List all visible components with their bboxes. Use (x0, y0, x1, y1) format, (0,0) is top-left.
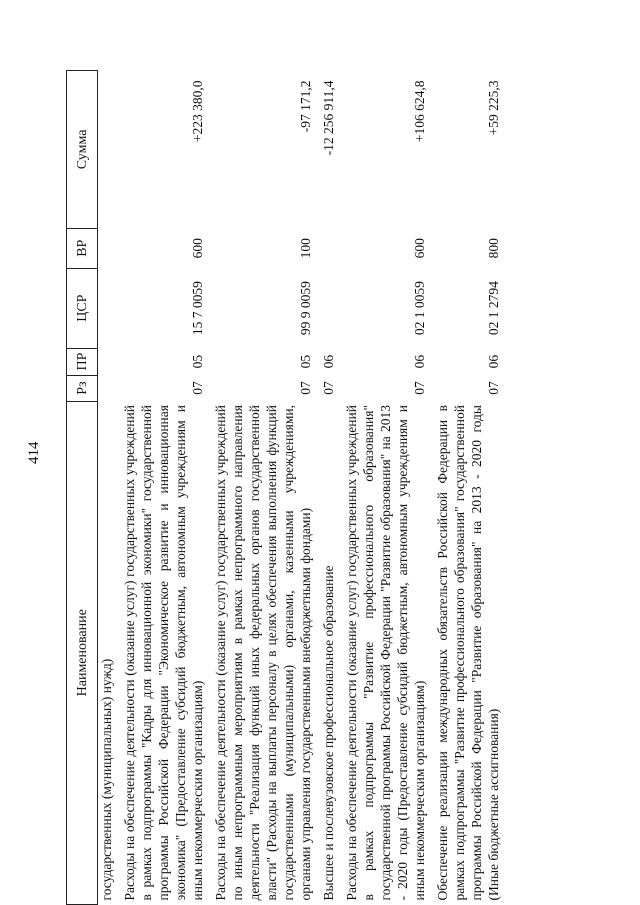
budget-table (66, 70, 504, 905)
table-row (430, 71, 504, 905)
header-sum: Сумма (67, 71, 98, 229)
header-name: Наименование (67, 401, 98, 904)
row-rz (98, 375, 118, 401)
row-vr (316, 228, 339, 268)
row-vr: 600 (190, 238, 205, 259)
row-name: Расходы на обеспечение деятельности (оказание услуг) государственных учреждений в рамках подпрограммы "Кадры для инновационной экономики" государственной программы Российской Федерации "Экономическое развитие и инновационная экономика" (Предоставление субсидий бюджетным, автономным учреждениям и иным некоммерческим организациям) (122, 405, 205, 901)
row-csr: 02 1 2794 (486, 281, 501, 336)
row-rz: 07 (321, 381, 336, 395)
row-csr (316, 268, 339, 348)
row-csr: 02 1 0059 (412, 281, 427, 336)
row-name: Высшее и послевузовское профессиональное образование (321, 565, 336, 901)
table-header-row (67, 71, 98, 905)
row-vr: 600 (412, 238, 427, 259)
table-row (316, 71, 339, 905)
row-csr: 15 7 0059 (190, 281, 205, 336)
header-pr: ПР (67, 348, 98, 375)
table-row (98, 71, 118, 905)
table-row (339, 71, 430, 905)
row-rz: 07 (190, 381, 205, 395)
row-name: Расходы на обеспечение деятельности (оказание услуг) государственных учреждений в рамках подпрограммы "Развитие профессионального образования" государственной программы Российской Федерации "Развитие образования" на 2013 - 2020 годы (Предоставление субсидий бюджетным, автономным учреждениям и иным некоммерческим организациям) (344, 405, 427, 901)
row-rz: 07 (486, 381, 501, 395)
row-sum: -97 171,2 (298, 80, 313, 133)
row-csr (98, 268, 118, 348)
row-sum (98, 71, 118, 229)
row-rz: 07 (412, 381, 427, 395)
row-name: Расходы на обеспечение деятельности (оказание услуг) государственных учреждений по иным непрограммным мероприятиям в рамках непрограммного направления деятельности "Реализация функций иных федеральных органов государственной власти" (Расходы на выплаты персоналу в целях обеспечения выполнения функций государственными (муниципальными) органами, казенными учреждениями, органами управления государственными внебюджетными фондами) (213, 405, 313, 901)
row-vr: 100 (298, 238, 313, 259)
header-vr: ВР (67, 228, 98, 268)
row-pr: 06 (321, 354, 336, 369)
row-sum: +106 624,8 (412, 80, 427, 143)
table-row (117, 71, 208, 905)
header-rz: Рз (67, 375, 98, 401)
header-csr: ЦСР (67, 268, 98, 348)
row-csr: 99 9 0059 (298, 281, 313, 336)
row-name: Обеспечение реализации международных обязательств Российской Федерации в рамках подпрограммы "Развитие профессионального образования" государственной программы Российской Федерации "Развитие образования" на 2013 - 2020 годы (Иные бюджетные ассигнования) (435, 405, 501, 901)
row-rz: 07 (298, 381, 313, 395)
row-vr: 800 (486, 238, 501, 259)
row-pr: 06 (486, 354, 501, 369)
page-number: 414 (26, 441, 42, 464)
row-sum: -12 256 911,4 (321, 80, 336, 156)
row-name: государственных (муниципальных) нужд) (99, 658, 114, 901)
row-sum: +59 225,3 (486, 80, 501, 136)
row-pr: 05 (190, 354, 205, 369)
row-sum: +223 380,0 (190, 80, 205, 143)
row-pr: 06 (412, 354, 427, 369)
row-vr (98, 228, 118, 268)
row-pr (98, 348, 118, 375)
row-pr: 05 (298, 354, 313, 369)
table-row (208, 71, 316, 905)
